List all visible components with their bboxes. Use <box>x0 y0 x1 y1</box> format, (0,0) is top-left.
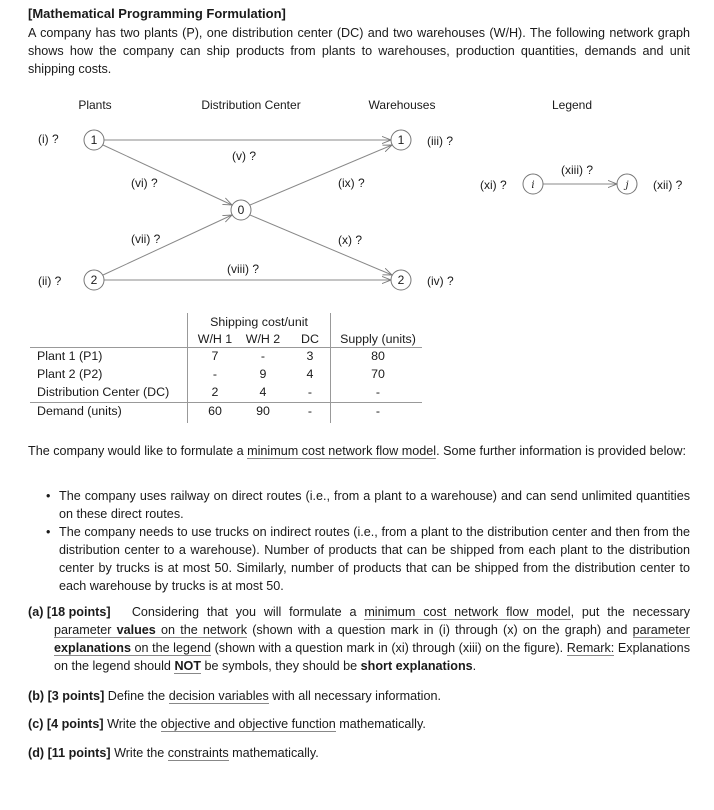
label-xiii: (xiii) ? <box>561 163 593 177</box>
node-warehouse-2-label: 2 <box>397 273 405 287</box>
further-paragraph <box>28 442 690 460</box>
legend-node-j-label: j <box>625 180 629 191</box>
table-cell: 90 <box>256 404 270 418</box>
label-ix: (ix) ? <box>338 176 365 190</box>
table-cell: 3 <box>306 349 314 363</box>
col-header: W/H 1 <box>197 332 233 346</box>
table-cell: 2 <box>211 385 219 399</box>
section-title: [Mathematical Programming Formulation] <box>28 6 286 21</box>
table-cell: - <box>307 404 313 418</box>
table-cell: 4 <box>259 385 267 399</box>
bullet-list <box>28 487 690 595</box>
table-rule <box>30 402 422 403</box>
node-plant-2-label: 2 <box>90 273 98 287</box>
table-rule <box>30 347 422 348</box>
label-viii: (viii) ? <box>227 262 259 276</box>
col-header: DC <box>301 332 319 346</box>
label-v: (v) ? <box>232 149 256 163</box>
question-c: (c) [4 points] Write the objective and objective function mathematically. <box>28 717 426 731</box>
intro-paragraph: A company has two plants (P), one distribution center (DC) and two warehouses (W/H). The following network graph shows how the company can ship products from plants to warehouses, production quantities, demands and unit shipping costs. <box>28 26 690 76</box>
row-label: Plant 1 (P1) <box>37 349 103 363</box>
header-legend: Legend <box>551 98 593 112</box>
table-cell: 80 <box>371 349 385 363</box>
bullet-item: • The company uses railway on direct routes (i.e., from a plant to a warehouse) and can send unlimited quantities on these direct routes. <box>28 487 690 523</box>
header-warehouses: Warehouses <box>368 98 436 112</box>
text: The company would like to formulate a <box>28 444 248 458</box>
label-x: (x) ? <box>338 233 362 247</box>
table-cell: - <box>212 367 218 381</box>
question-d: (d) [11 points] Write the constraints mathematically. <box>28 746 319 760</box>
header-dc: Distribution Center <box>201 98 301 112</box>
node-warehouse-1-label: 1 <box>397 133 405 147</box>
row-label: Distribution Center (DC) <box>37 385 170 399</box>
row-label: Plant 2 (P2) <box>37 367 103 381</box>
table-cell: 7 <box>211 349 219 363</box>
header-plants: Plants <box>78 98 112 112</box>
text: . Some further information is provided below: <box>436 444 686 458</box>
node-plant-1-label: 1 <box>90 133 98 147</box>
table-cell: - <box>260 349 266 363</box>
label-ii: (ii) ? <box>38 274 62 288</box>
label-iv: (iv) ? <box>427 274 454 288</box>
table-divider <box>187 313 188 423</box>
row-label: Demand (units) <box>37 404 122 418</box>
table-cell: - <box>307 385 313 399</box>
legend-node-i-label: i <box>531 180 535 191</box>
table-cell: - <box>375 385 381 399</box>
table-cell: 9 <box>259 367 267 381</box>
table-cell: - <box>375 404 381 418</box>
label-xi: (xi) ? <box>480 178 507 192</box>
table-divider <box>330 313 331 423</box>
col-header: Supply (units) <box>340 332 416 346</box>
question-a: (a) [18 points] Considering that you will formulate a minimum cost network flow model, put the necessary parameter values on the network (shown with a question mark in (i) through (x) on the graph) and parameter explanations on the legend (shown with a question mark in (xi) through (xiii) on the figure). Remark: Explanations on the legend should NOT be symbols, they should be short explanations. <box>28 605 690 673</box>
node-dc-label: 0 <box>237 203 245 217</box>
question-b: (b) [3 points] Define the decision variables with all necessary information. <box>28 689 441 703</box>
col-header: W/H 2 <box>245 332 281 346</box>
label-i: (i) ? <box>38 132 59 146</box>
label-vi: (vi) ? <box>131 176 158 190</box>
label-iii: (iii) ? <box>427 134 453 148</box>
bullet-item: • The company needs to use trucks on indirect routes (i.e., from a plant to the distribution center and then from the distribution center to a warehouse). Number of products that can be shipped from each plant to the distribution center by trucks is at most 50. Similarly, number of products that can be shipped from the distribution center to each warehouse by trucks is at most 50. <box>28 523 690 595</box>
label-xii: (xii) ? <box>653 178 683 192</box>
label-vii: (vii) ? <box>131 232 161 246</box>
table-cell: 60 <box>208 404 222 418</box>
question-label: (a) [18 points] <box>28 605 111 619</box>
underlined-term: minimum cost network flow model <box>247 444 437 458</box>
group-header: Shipping cost/unit <box>210 315 308 329</box>
table-cell: 4 <box>306 367 314 381</box>
table-cell: 70 <box>371 367 385 381</box>
